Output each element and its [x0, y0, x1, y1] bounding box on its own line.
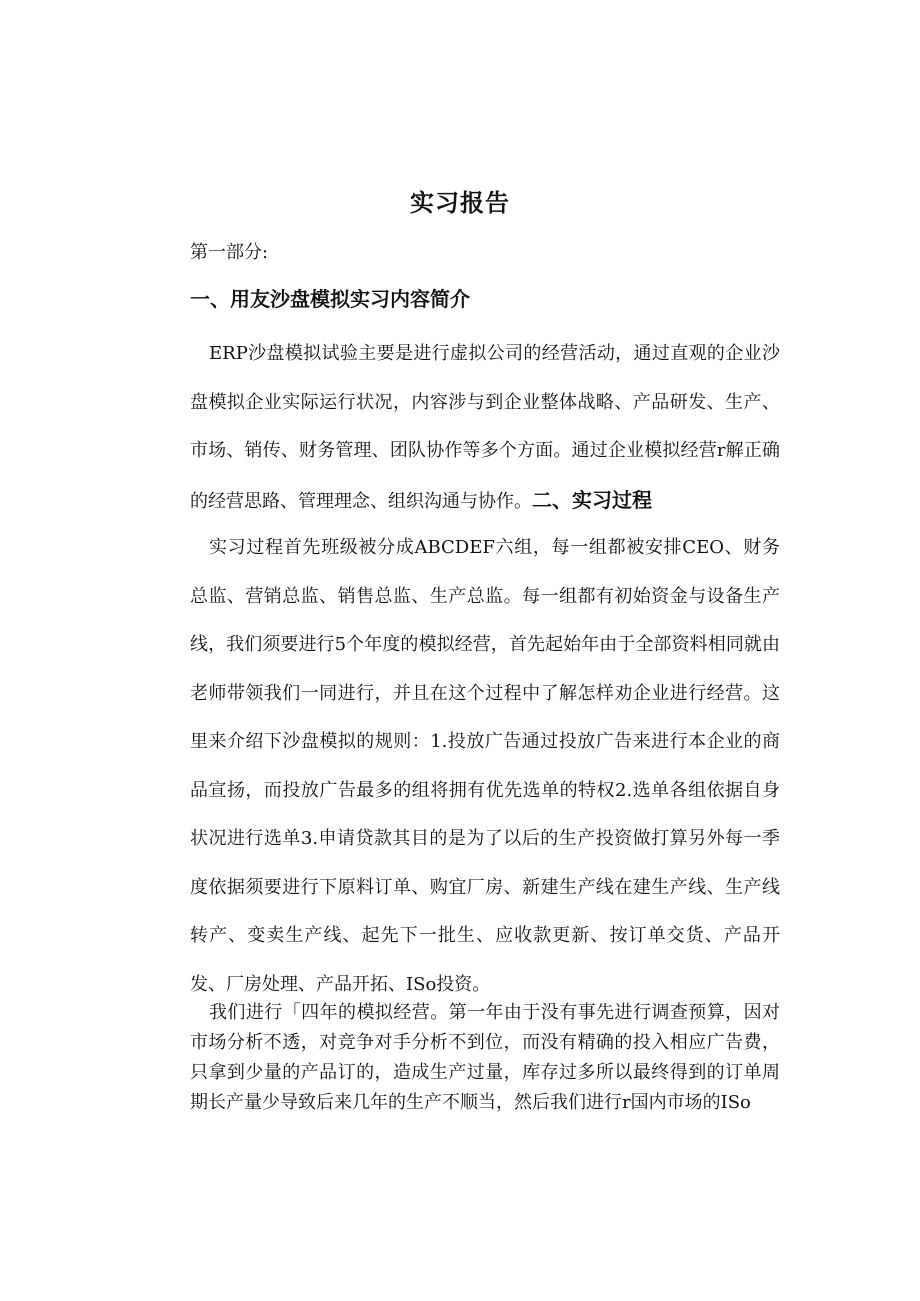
section1-paragraph: [190, 330, 780, 526]
part-label: 第一部分:: [190, 242, 269, 263]
section2-heading: 二、实习过程: [532, 487, 652, 512]
document-title: 实习报告: [410, 189, 510, 217]
section1-body-text: ERP沙盘模拟试验主要是进行虚拟公司的经营活动，通过直观的企业沙盘模拟企业实际运行状况，内容涉与到企业整体战略、产品研发、生产、市场、销传、财务管理、团队协作等多个方面。通过企业模拟经营r解正确的经营思路、管理理念、组织沟通与协作。: [190, 343, 780, 512]
section2-paragraph-2: 我们进行「四年的模拟经营。第一年由于没有事先进行调查预算，因对市场分析不透，对竞争对手分析不到位，而没有精确的投入相应广告费，只拿到少量的产品订的，造成生产过量，库存过多所以最终得到的订单周期长产量少导致后来几年的生产不顺当，然后我们进行r国内市场的ISo: [190, 1002, 780, 1113]
section1-heading: 一、用友沙盘模拟实习内容简介: [190, 287, 470, 311]
section2-paragraph: 实习过程首先班级被分成ABCDEF六组，每一组都被安排CEO、财务总监、营销总监、销售总监、生产总监。每一组都有初始资金与设备生产线，我们须要进行5个年度的模拟经营，首先起始年由于全部资料相同就由老师带领我们一同进行，并且在这个过程中了解怎样劝企业进行经营。这里来介绍下沙盘模拟的规则：1.投放广告通过投放广告来进行本企业的商品宣扬，而投放广告最多的组将拥有优先选单的特权2.选单各组依据自身状况进行选单3.申请贷款其目的是为了以后的生产投资做打算另外每一季度依据须要进行下原料订单、购宜厂房、新建生产线在建生产线、生产线转产、变卖生产线、起先下一批生、应收款更新、按订单交货、产品开发、厂房处理、产品开拓、ISo投资。: [190, 537, 780, 995]
